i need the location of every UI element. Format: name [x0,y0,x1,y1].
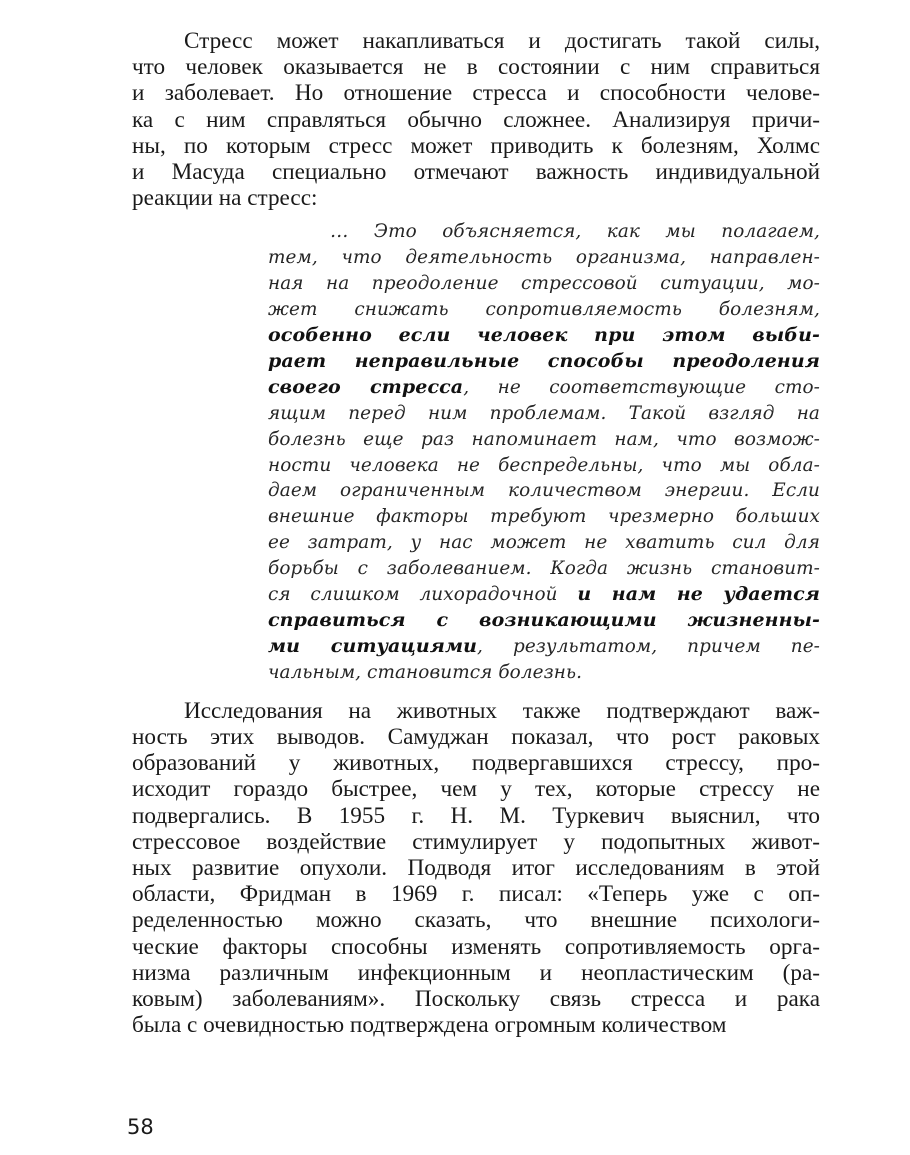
text-line: Стресс может накапливаться и достигать такой силы, [184,28,820,54]
text-line: и Масуда специально отмечают важность индивидуальной [132,159,820,186]
quote-line [268,660,820,686]
quote-text: тем, что деятельность организма, направлен- [268,247,820,269]
quote-line [268,427,820,453]
quote-text: внешние факторы требуют чрезмерно больших [268,506,820,528]
quote-line [268,219,820,245]
text-line: подвергались. В 1955 г. Н. М. Туркевич выяснил, что [132,802,820,829]
book-page [132,28,820,1038]
emphasized-text: рает неправильные способы преодоления [268,349,820,372]
emphasized-text: справиться с возникающими жизненны- [268,609,820,632]
quote-text: … Это объясняется, как мы полагаем, [330,221,820,243]
text-line: ность этих выводов. Самуджан показал, что рост раковых [132,723,820,750]
quote-line [268,401,820,427]
text-line: образований у животных, подвергавшихся стрессу, про- [132,750,820,777]
paragraph-animal-studies [132,698,820,1039]
quote-text: ящим перед ним проблемам. Такой взгляд на [268,402,820,424]
text-line: что человек оказывается не в состоянии с ним справиться [132,54,820,81]
quote-line [268,323,820,349]
text-line: низма различным инфекционным и неопластическим (ра- [132,959,820,986]
quote-text: борьбы с заболеванием. Когда жизнь становит- [268,558,820,580]
quote-line [268,530,820,556]
quote-text: болезнь еще раз напоминает нам, что возмож- [268,428,820,450]
text-line: ческие факторы способны изменять сопротивляемость орга- [132,933,820,960]
emphasized-text: особенно если человек при этом выби- [268,324,820,347]
text-line: ковым) заболеваниям». Поскольку связь стресса и рака [132,985,820,1012]
quote-line [268,556,820,582]
quote-text: ся слишком лихорадочной [268,584,578,606]
text-line: и заболевает. Но отношение стресса и способности челове- [132,80,820,107]
emphasized-text: ми ситуациями [268,634,478,657]
quote-line [268,349,820,375]
text-line: ределенностью можно сказать, что внешние психологи- [132,907,820,934]
quote-line [268,478,820,504]
text-line: ны, по которым стресс может приводить к болезням, Холмс [132,132,820,159]
quote-text: , не соответствующие сто- [463,376,820,398]
quote-text: ее затрат, у нас может не хватить сил для [268,532,820,554]
quote-text: ности человека не беспредельны, что мы обла- [268,454,820,476]
paragraph-stress-accumulation [132,28,820,211]
quote-line [268,297,820,323]
text-line: стрессовое воздействие стимулирует у подопытных живот- [132,828,820,855]
emphasized-text: своего стресса [268,375,464,398]
quote-line [268,271,820,297]
quote-line [268,582,820,608]
text-line: исходит гораздо быстрее, чем у тех, которые стрессу не [132,776,820,803]
text-line: реакции на стресс: [132,185,318,212]
quote-text: ная на преодоление стрессовой ситуации, мо- [268,273,820,295]
quote-line [268,453,820,479]
quote-line [268,375,820,401]
quote-line [268,504,820,530]
quote-line [268,634,820,660]
quote-text: жет снижать сопротивляемость болезням, [268,299,820,321]
quote-line [268,245,820,271]
text-line: ка с ним справляться обычно сложнее. Анализируя причи- [132,106,820,133]
quote-text: даем ограниченным количеством энергии. Если [268,480,820,502]
text-line: была с очевидностью подтверждена огромным количеством [132,1012,727,1039]
text-line: ных развитие опухоли. Подводя итог исследованиям в этой [132,854,820,881]
quote-line [268,608,820,634]
quote-text: , результатом, причем пе- [477,635,821,657]
page-number: 58 [127,1115,154,1139]
block-quote-holmes-masuda [268,219,820,685]
quote-text: чальным, становится болезнь. [268,661,583,683]
text-line: Исследования на животных также подтверждают важ- [184,697,820,724]
emphasized-text: и нам не удается [577,583,820,606]
text-line: области, Фридман в 1969 г. писал: «Теперь уже с оп- [132,881,820,908]
